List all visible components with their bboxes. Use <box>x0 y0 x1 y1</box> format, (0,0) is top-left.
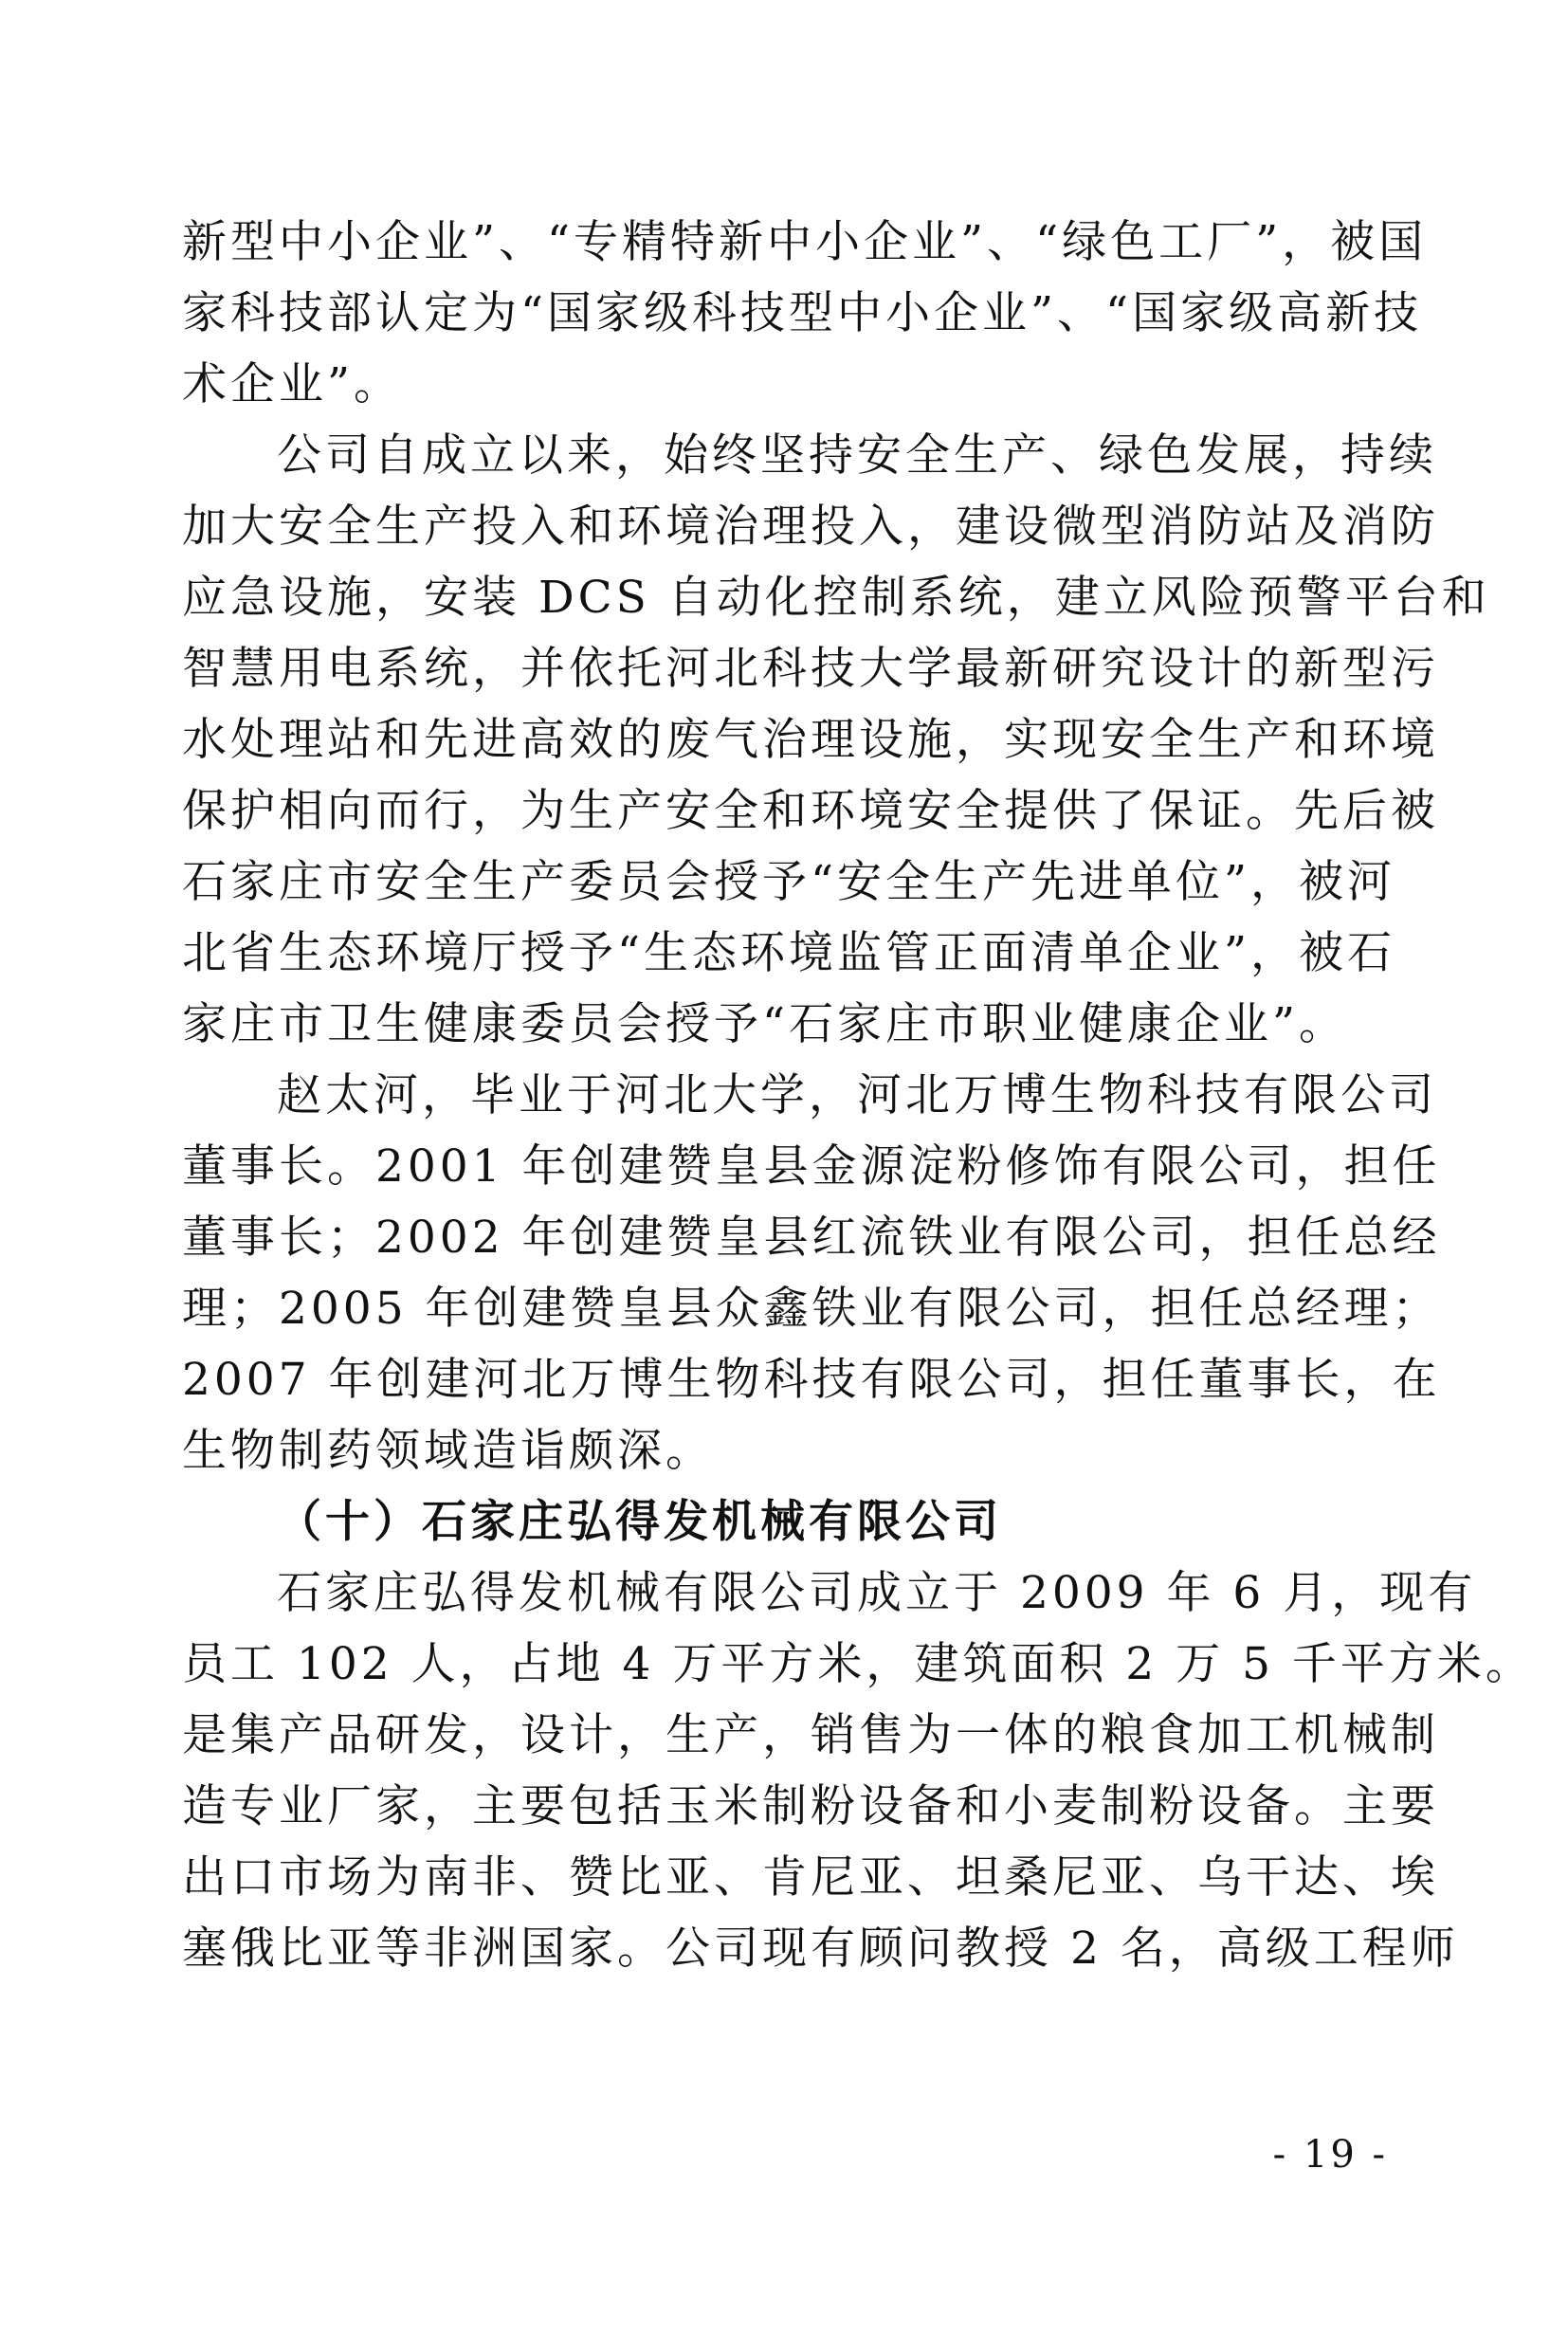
section-heading: （十）石家庄弘得发机械有限公司 <box>277 1496 1002 1548</box>
paragraph-line: 水处理站和先进高效的废气治理设施，实现安全生产和环境 <box>182 714 1439 766</box>
paragraph-line: 塞俄比亚等非洲国家。公司现有顾问教授 2 名，高级工程师 <box>182 1923 1459 1975</box>
paragraph-line: 保护相向而行，为生产安全和环境安全提供了保证。先后被 <box>182 785 1439 837</box>
paragraph-line: 出口市场为南非、赞比亚、肯尼亚、坦桑尼亚、乌干达、埃 <box>182 1851 1439 1904</box>
paragraph-line: 家科技部认定为“国家级科技型中小企业”、“国家级高新技 <box>182 287 1423 339</box>
paragraph-line: 董事长；2002 年创建赞皇县红流铁业有限公司，担任总经 <box>182 1212 1441 1264</box>
paragraph-line: 员工 102 人，占地 4 万平方米，建筑面积 2 万 5 千平方米。 <box>182 1638 1534 1690</box>
paragraph-line: 智慧用电系统，并依托河北科技大学最新研究设计的新型污 <box>182 643 1439 695</box>
paragraph-line: 应急设施，安装 DCS 自动化控制系统，建立风险预警平台和 <box>182 572 1490 624</box>
paragraph-line: 公司自成立以来，始终坚持安全生产、绿色发展，持续 <box>277 429 1437 482</box>
paragraph-line: 石家庄弘得发机械有限公司成立于 2009 年 6 月，现有 <box>277 1567 1477 1619</box>
paragraph-line: 2007 年创建河北万博生物科技有限公司，担任董事长，在 <box>182 1354 1441 1406</box>
paragraph-line: 石家庄市安全生产委员会授予“安全生产先进单位”，被河 <box>182 856 1396 908</box>
paragraph-line: 术企业”。 <box>182 358 403 410</box>
paragraph-line: 是集产品研发，设计，生产，销售为一体的粮食加工机械制 <box>182 1709 1439 1761</box>
paragraph-line: 北省生态环境厅授予“生态环境监管正面清单企业”，被石 <box>182 927 1396 979</box>
paragraph-line: 赵太河，毕业于河北大学，河北万博生物科技有限公司 <box>277 1069 1437 1121</box>
paragraph-line: 家庄市卫生健康委员会授予“石家庄市职业健康企业”。 <box>182 998 1348 1050</box>
paragraph-line: 造专业厂家，主要包括玉米制粉设备和小麦制粉设备。主要 <box>182 1780 1439 1832</box>
page-number: - 19 - <box>1272 2133 1388 2177</box>
paragraph-line: 理；2005 年创建赞皇县众鑫铁业有限公司，担任总经理； <box>182 1283 1441 1335</box>
document-body <box>182 207 1534 1984</box>
paragraph-line: 加大安全生产投入和环境治理投入，建设微型消防站及消防 <box>182 501 1439 553</box>
paragraph-line: 董事长。2001 年创建赞皇县金源淀粉修饰有限公司，担任 <box>182 1140 1441 1193</box>
paragraph-line: 新型中小企业”、“专精特新中小企业”、“绿色工厂”，被国 <box>182 216 1428 268</box>
paragraph-line: 生物制药领域造诣颇深。 <box>182 1425 714 1477</box>
